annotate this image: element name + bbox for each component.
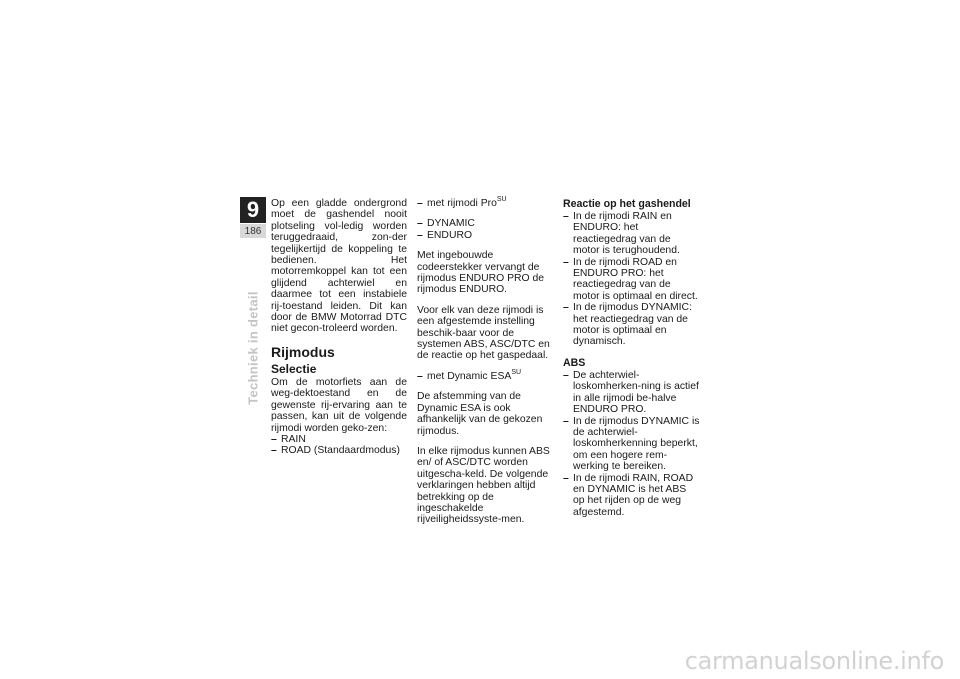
list-item: – In de rijmodi ROAD en ENDURO PRO: het reactiegedrag van de motor is optimaal en direct.: [563, 257, 700, 303]
coding-plug-paragraph: Met ingebouwde codeerstekker vervangt de rijmodus ENDURO PRO de rijmodus ENDURO.: [417, 250, 545, 296]
settings-paragraph: Voor elk van deze rijmodi is een afgestemde instelling beschik-baar voor de systemen ABS, ASC/DTC en de reactie op het gaspedaal.: [417, 304, 550, 362]
abs-list: [563, 370, 700, 518]
abs-heading: ABS: [563, 356, 586, 369]
list-item: – ROAD (Standaardmodus): [271, 445, 407, 456]
list-item: – In de rijmodi RAIN en ENDURO: het reactiegedrag van de motor is terughoudend.: [563, 211, 700, 257]
list-item: [417, 198, 551, 209]
list-item: – In de rijmodi RAIN, ROAD en DYNAMIC is het ABS op het rijden op de weg afgestemd.: [563, 473, 700, 519]
optional-equipment-mark: SU: [496, 196, 507, 203]
list-item: – De achterwiel-loskomherken-ning is actief in alle rijmodi be-halve ENDURO PRO.: [563, 370, 700, 416]
list-item: [417, 368, 551, 382]
optional-equipment-mark: SU: [511, 368, 522, 376]
pro-mode-list: [417, 218, 551, 241]
disable-paragraph: In elke rijmodus kunnen ABS en/ of ASC/DTC worden uitgescha-keld. De volgende verklaringen hebben altijd betrekking op de ingeschakelde rijveiligheidssyste-men.: [417, 445, 550, 526]
throttle-heading: Reactie op het gashendel: [563, 198, 691, 210]
list-item: – ENDURO: [417, 230, 551, 241]
chapter-number-badge: 9: [240, 197, 266, 223]
list-item: – In de rijmodus DYNAMIC is de achterwiel-loskomherkenning beperkt, om een hogere rem-werking te bereiken.: [563, 416, 700, 473]
esa-paragraph: De afstemming van de Dynamic ESA is ook afhankelijk van de gekozen rijmodus.: [417, 391, 543, 437]
list-item: – RAIN: [271, 434, 407, 445]
list-item: – DYNAMIC: [417, 218, 551, 229]
text-column-1: [271, 198, 407, 466]
pro-option-list: [417, 198, 551, 209]
watermark-text: carmanualsonline.info: [684, 647, 944, 675]
throttle-list: [563, 211, 700, 348]
list-item: – In de rijmodus DYNAMIC: het reactiegedrag van de motor is optimaal en dynamisch.: [563, 302, 700, 348]
chapter-side-title: Techniek in detail: [245, 291, 261, 405]
text-column-3: [563, 198, 700, 527]
text-column-2: [417, 198, 551, 535]
mode-list: [271, 434, 407, 457]
page-number: 186: [240, 224, 266, 238]
intro-paragraph: Op een gladde ondergrond moet de gashendel nooit plotseling vol-ledig worden teruggedraaid, zon-der tegelijkertijd de koppeling te bedienen. Het motorremkoppel kan tot een glijdend achterwiel en daarmee tot een instabiele rij-toestand leiden. Dit kan door de BMW Motorrad DTC niet gecon-troleerd worden.: [271, 198, 407, 335]
subsection-title: Selectie: [271, 361, 317, 376]
selection-paragraph: Om de motorfiets aan de weg-dektoestand en de gewenste rij-ervaring aan te passen, kan uit de volgende rijmodi worden geko-zen:: [271, 376, 407, 434]
pro-option-label: met rijmodi Pro: [427, 198, 497, 209]
section-title: Rijmodus: [271, 343, 335, 360]
esa-option-label: met Dynamic ESA: [427, 370, 512, 382]
esa-option-list: [417, 368, 551, 382]
